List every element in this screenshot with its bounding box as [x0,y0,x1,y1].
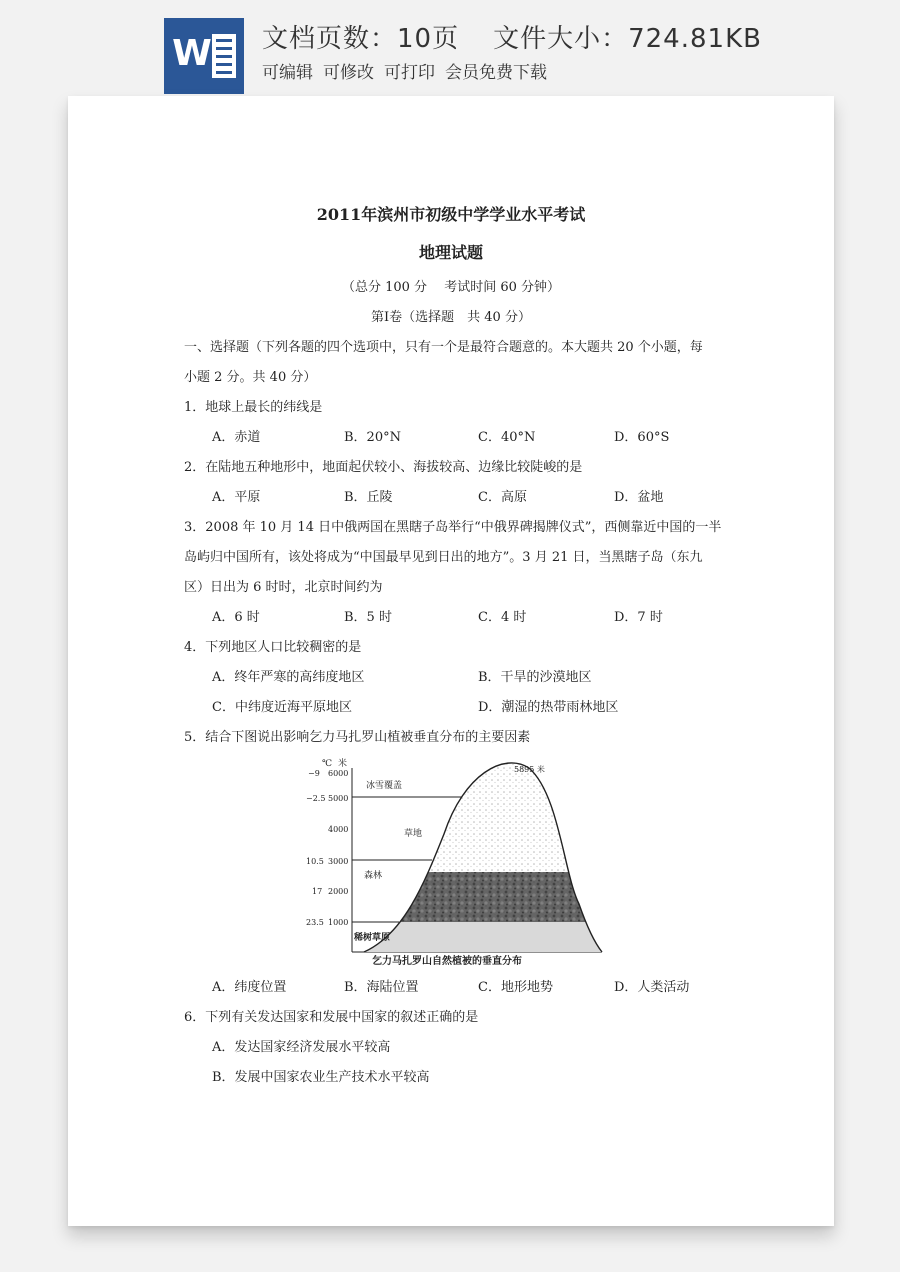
question-2-option-c[interactable]: C．高原 [478,490,527,505]
question-3-option-b[interactable]: B．5 时 [344,610,392,625]
alt-label-5000: 5000 [328,794,349,803]
temp-label-2: −2.5 [306,794,326,803]
question-2-option-a[interactable]: A．平原 [212,490,261,505]
alt-label-1000: 1000 [328,918,349,927]
feature-member-download[interactable]: 会员免费下载 [445,63,547,83]
temp-label-3: 10.5 [306,857,324,866]
document-page [68,96,834,1226]
part-heading: 第Ⅰ卷（选择题 共 40 分） [371,310,531,325]
download-info-header [0,0,900,100]
question-1-option-a[interactable]: A．赤道 [212,430,261,445]
question-5-option-c[interactable]: C．地形地势 [478,980,553,995]
zone-label-snow: 冰雪覆盖 [366,781,403,791]
document-content [68,96,834,1226]
alt-label-3000: 3000 [328,857,349,866]
question-6-option-b[interactable]: B．发展中国家农业生产技术水平较高 [212,1070,430,1085]
exam-subtitle: 地理试题 [418,243,483,262]
page-count: 文档页数：10页 [262,24,460,54]
exam-title: 2011年滨州市初级中学学业水平考试 [316,205,586,224]
alt-label-2000: 2000 [328,887,349,896]
feature-editable: 可编辑 [262,63,313,83]
question-2-option-d[interactable]: D．盆地 [614,490,664,505]
question-3-stem-line3: 区）日出为 6 时时，北京时间约为 [184,580,383,595]
question-4-option-b[interactable]: B．干旱的沙漠地区 [478,670,592,685]
section-instructions-line1: 一、选择题（下列各题的四个选项中，只有一个是最符合题意的。本大题共 20 个小题，每 [184,340,703,355]
question-6-stem: 6．下列有关发达国家和发展中国家的叙述正确的是 [184,1010,479,1025]
question-5-stem: 5．结合下图说出影响乞力马扎罗山植被垂直分布的主要因素 [184,730,531,745]
feature-printable: 可打印 [384,63,435,83]
doc-lines-graphic [212,34,236,78]
file-size: 文件大小：724.81KB [493,24,762,54]
feature-modifiable: 可修改 [323,63,374,83]
unit-meters: 米 [338,759,348,769]
question-3-option-a[interactable]: A．6 时 [212,610,260,625]
zone-label-grassland: 草地 [404,829,423,839]
alt-label-4000: 4000 [328,825,349,834]
question-5-option-d[interactable]: D．人类活动 [614,980,690,995]
question-5-option-b[interactable]: B．海陆位置 [344,980,419,995]
kilimanjaro-vegetation-figure [304,754,604,966]
question-4-option-d[interactable]: D．潮湿的热带雨林地区 [478,700,619,715]
unit-celsius: ℃ [322,759,333,769]
temp-label-4: 17 [312,887,323,896]
zone-label-forest: 森林 [364,871,383,881]
question-3-stem-line2: 岛屿归中国所有，该处将成为“中国最早见到日出的地方”。3 月 21 日，当黑瞎子岛（东九 [184,550,703,565]
question-3-option-d[interactable]: D．7 时 [614,610,663,625]
alt-label-6000: 6000 [328,769,349,778]
meta-line-features [262,58,547,83]
temp-label-1: −9 [308,769,320,778]
question-3-stem-line1: 3．2008 年 10 月 14 日中俄两国在黑瞎子岛举行“中俄界碑揭牌仪式”，西侧靠近中国的一半 [184,520,722,535]
zone-label-savanna: 稀树草原 [354,933,391,943]
peak-label: 5895 米 [514,765,545,774]
savanna-band [304,922,604,952]
word-letter: W [172,33,212,74]
question-3-option-c[interactable]: C．4 时 [478,610,527,625]
word-doc-icon [164,18,244,94]
question-2-stem: 2．在陆地五种地形中，地面起伏较小、海拔较高、边缘比较陡峻的是 [184,460,583,475]
question-2-option-b[interactable]: B．丘陵 [344,490,393,505]
question-1-option-c[interactable]: C．40°N [478,430,536,445]
question-4-option-c[interactable]: C．中纬度近海平原地区 [212,700,352,715]
question-1-option-d[interactable]: D．60°S [614,430,670,445]
question-4-option-a[interactable]: A．终年严寒的高纬度地区 [212,670,365,685]
section-instructions-line2: 小题 2 分。共 40 分） [184,370,317,385]
figure-caption: 乞力马扎罗山自然植被的垂直分布 [372,956,522,966]
meta-line-primary [262,18,762,55]
question-1-option-b[interactable]: B．20°N [344,430,401,445]
exam-info: （总分 100 分 考试时间 60 分钟） [341,280,561,295]
temp-label-5: 23.5 [306,918,324,927]
question-6-option-a[interactable]: A．发达国家经济发展水平较高 [212,1040,391,1055]
question-4-stem: 4．下列地区人口比较稠密的是 [184,640,362,655]
question-5-option-a[interactable]: A．纬度位置 [212,980,287,995]
question-1-stem: 1．地球上最长的纬线是 [184,400,323,415]
